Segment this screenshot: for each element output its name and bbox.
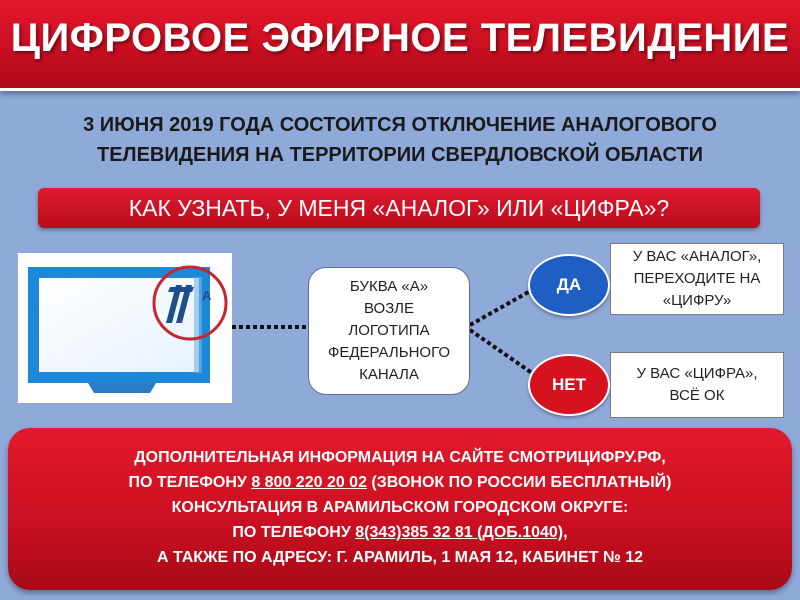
check-line: ЛОГОТИПА: [348, 322, 430, 339]
connector-check-to-yes: [470, 290, 532, 325]
result-line: У ВАС «ЦИФРА»,: [636, 365, 758, 382]
check-line: ВОЗЛЕ: [364, 300, 414, 317]
result-line: У ВАС «АНАЛОГ»,: [632, 248, 762, 265]
connector-check-to-no: [470, 330, 532, 373]
result-line: ПЕРЕХОДИТЕ НА: [633, 270, 761, 287]
result-digital-box: [610, 352, 784, 418]
check-condition-box: [308, 267, 470, 395]
hotline-phone[interactable]: 8 800 220 20 02: [251, 474, 367, 491]
result-analog-box: [610, 243, 784, 315]
info-line-hotline: ПО ТЕЛЕФОНУ 8 800 220 20 02 (ЗВОНОК ПО РОССИИ БЕСПЛАТНЫЙ): [128, 474, 672, 491]
check-line: КАНАЛА: [359, 366, 419, 383]
yes-badge: ДА: [528, 254, 610, 316]
no-badge: НЕТ: [528, 354, 610, 416]
announcement-line-1: 3 ИЮНЯ 2019 ГОДА СОСТОИТСЯ ОТКЛЮЧЕНИЕ АНАЛОГОВОГО: [83, 114, 717, 136]
check-line: ФЕДЕРАЛЬНОГО: [327, 344, 451, 361]
page-title: ЦИФРОВОЕ ЭФИРНОЕ ТЕЛЕВИДЕНИЕ: [10, 16, 790, 60]
announcement-line-2: ТЕЛЕВИДЕНИЯ НА ТЕРРИТОРИИ СВЕРДЛОВСКОЙ ОБЛАСТИ: [97, 144, 703, 166]
question-banner: КАК УЗНАТЬ, У МЕНЯ «АНАЛОГ» ИЛИ «ЦИФРА»?: [38, 188, 760, 228]
local-phone[interactable]: 8(343)385 32 81 (ДОБ.1040),: [355, 524, 568, 541]
info-line-website: ДОПОЛНИТЕЛЬНАЯ ИНФОРМАЦИЯ НА САЙТЕ СМОТРИЦИФРУ.РФ,: [134, 449, 666, 466]
result-line: «ЦИФРУ»: [662, 292, 732, 309]
logo-letter: А: [202, 288, 212, 303]
result-line: ВСЁ ОК: [669, 387, 725, 404]
info-line-consultation: КОНСУЛЬТАЦИЯ В АРАМИЛЬСКОМ ГОРОДСКОМ ОКРУГЕ:: [171, 499, 629, 516]
info-panel: [8, 428, 792, 590]
info-line-address: А ТАКЖЕ ПО АДРЕСУ: Г. АРАМИЛЬ, 1 МАЯ 12, КАБИНЕТ № 12: [156, 549, 644, 566]
check-line: БУКВА «А»: [349, 278, 429, 295]
info-line-local-phone: ПО ТЕЛЕФОНУ 8(343)385 32 81 (ДОБ.1040),: [232, 524, 568, 541]
